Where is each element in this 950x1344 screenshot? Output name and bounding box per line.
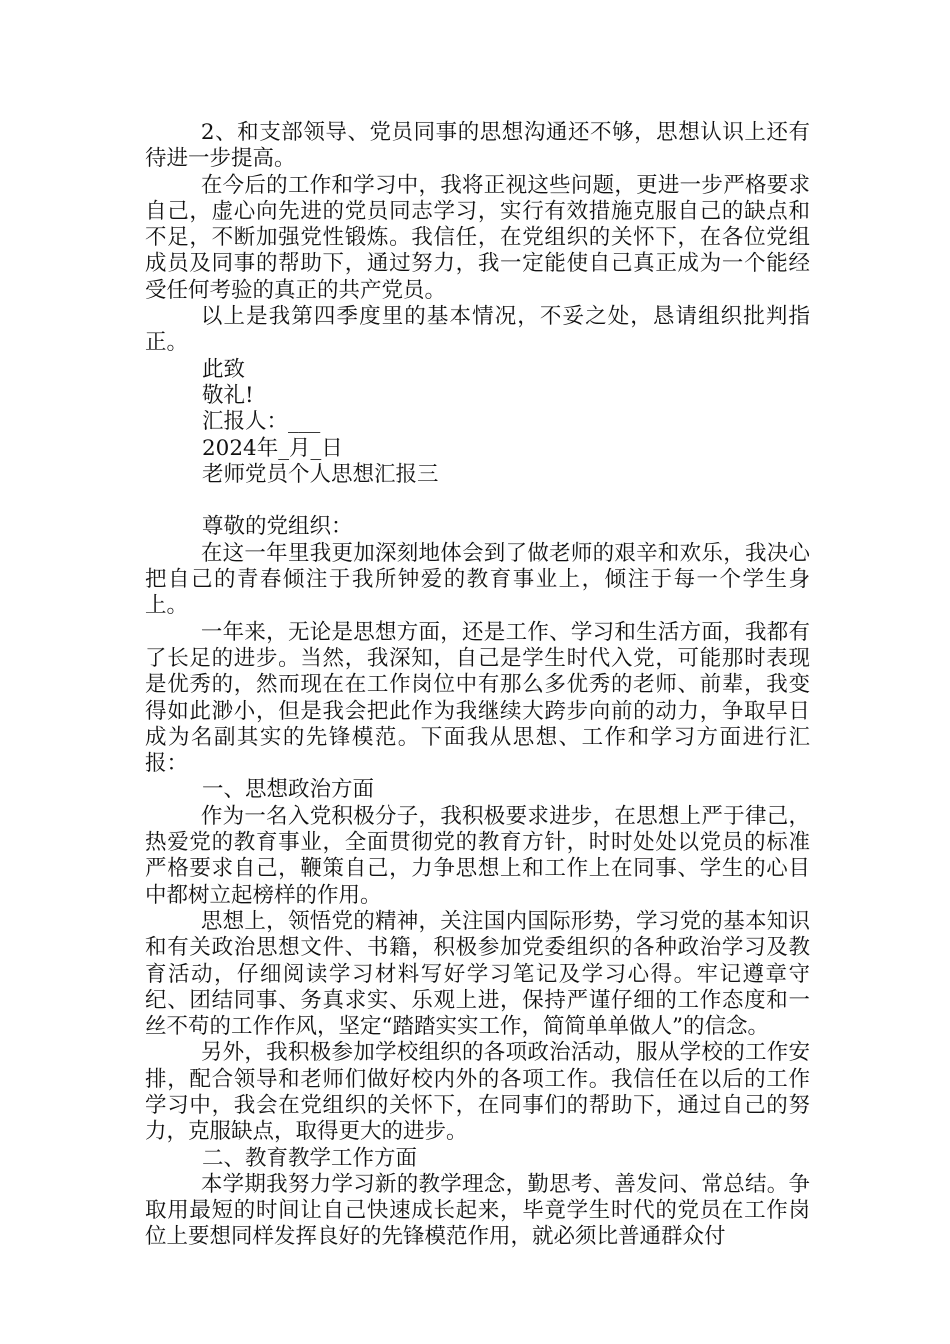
document-page [145,120,810,1251]
paragraph: 在今后的工作和学习中，我将正视这些问题，更进一步严格要求自己，虚心向先进的党员同志学习，实行有效措施克服自己的缺点和不足，不断加强党性锻炼。我信任，在党组织的关怀下，在各位党组成员及同事的帮助下，通过努力，我一定能使自己真正成为一个能经受任何考验的真正的共产党员。 [145,172,810,303]
closing-line: 此致 [202,356,246,382]
paragraph: 另外，我积极参加学校组织的各项政治活动，服从学校的工作安排，配合领导和老师们做好校内外的各项工作。我信任在以后的工作学习中，我会在党组织的关怀下，在同事们的帮助下，通过自己的努力，克服缺点，取得更大的进步。 [145,1040,810,1145]
greeting-line: 尊敬的党组织： [202,514,353,540]
salute-line: 敬礼! [202,382,254,408]
paragraph: 在这一年里我更加深刻地体会到了做老师的艰辛和欢乐，我决心把自己的青春倾注于我所钟爱的教育事业上，倾注于每一个学生身上。 [145,540,810,619]
section-heading: 一、思想政治方面 [202,777,375,803]
paragraph: 以上是我第四季度里的基本情况，不妥之处，恳请组织批判指正。 [145,304,810,356]
paragraph: 本学期我努力学习新的教学理念，勤思考、善发问、常总结。争取用最短的时间让自己快速成长起来，毕竟学生时代的党员在工作岗位上要想同样发挥良好的先锋模范作用，就必须比普通群众付 [145,1171,810,1250]
date-line: 2024年_月_日 [202,435,343,461]
paragraph: 作为一名入党积极分子，我积极要求进步，在思想上严于律己，热爱党的教育事业，全面贯彻党的教育方针，时时处处以党员的标准严格要求自己，鞭策自己，力争思想上和工作上在同事、学生的心目中都树立起榜样的作用。 [145,803,810,908]
paragraph: 2、和支部领导、党员同事的思想沟通还不够，思想认识上还有待进一步提高。 [145,120,810,172]
paragraph: 思想上，领悟党的精神，关注国内国际形势，学习党的基本知识和有关政治思想文件、书籍，积极参加党委组织的各种政治学习及教育活动，仔细阅读学习材料写好学习笔记及学习心得。牢记遵章守纪、团结同事、务真求实、乐观上进，保持严谨仔细的工作态度和一丝不苟的工作作风，坚定“踏踏实实工作，简简单单做人”的信念。 [145,908,810,1040]
reporter-line: 汇报人：___ [202,409,321,435]
section-title: 老师党员个人思想汇报三 [202,461,439,487]
paragraph: 一年来，无论是思想方面，还是工作、学习和生活方面，我都有了长足的进步。当然，我深知，自己是学生时代入党，可能那时表现是优秀的，然而现在在工作岗位中有那么多优秀的老师、前辈，我变得如此渺小，但是我会把此作为我继续大跨步向前的动力，争取早日成为名副其实的先锋模范。下面我从思想、工作和学习方面进行汇报： [145,619,810,777]
section-heading: 二、教育教学工作方面 [202,1145,418,1171]
blank-line [145,488,810,514]
